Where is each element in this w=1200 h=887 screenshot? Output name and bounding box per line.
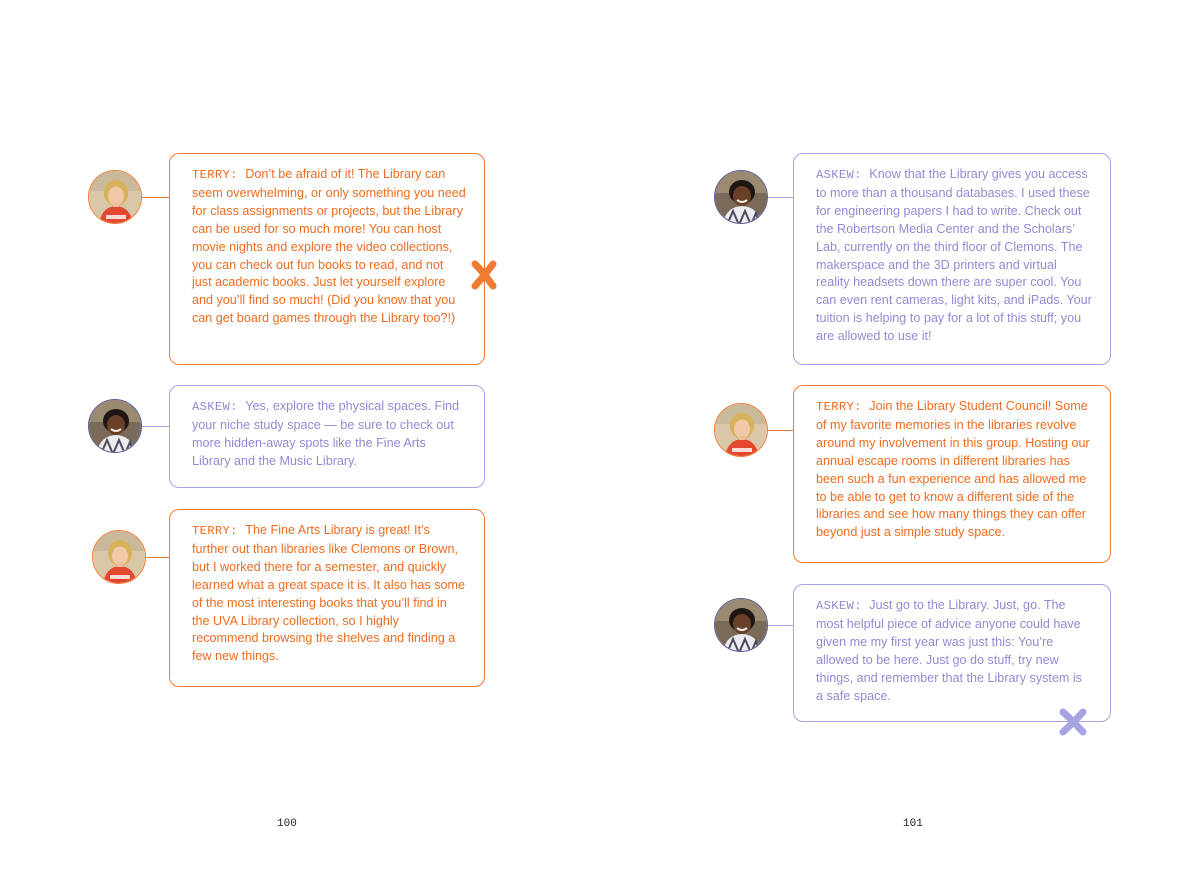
connector-line bbox=[768, 430, 793, 431]
terry-avatar bbox=[714, 403, 768, 457]
quote-box-terry-3 bbox=[793, 385, 1111, 563]
page-number-left: 100 bbox=[277, 818, 297, 830]
quote-text: Yes, explore the physical spaces. Find your niche study space — be sure to check out more hidden-away spots like the Fine Arts Library and the Music Library. bbox=[192, 399, 460, 468]
askew-photo bbox=[715, 599, 768, 652]
speaker-label: ASKEW: bbox=[816, 599, 870, 613]
x-mark-orange-icon bbox=[470, 260, 498, 290]
speaker-label: TERRY: bbox=[192, 168, 246, 182]
askew-avatar bbox=[714, 170, 768, 224]
askew-photo bbox=[89, 400, 142, 453]
quote-text: Don’t be afraid of it! The Library can seem overwhelming, or only something you need for class assignments or projects, but the Library can be used for so much more! You can host movie nights and explore the video collections, you can check out fun books to read, and not just academic books. Just let yourself explore and you’ll find so much! (Did you know that you can get board games through the Library too?!) bbox=[192, 167, 466, 326]
askew-photo bbox=[715, 171, 768, 224]
connector-line bbox=[768, 197, 793, 198]
quote-text: Just go to the Library. Just, go. The most helpful piece of advice anyone could have given me my first year was just this: You’re allowed to be here. Just go do stuff, try new things, and remember that the Library system is a safe space. bbox=[816, 598, 1082, 703]
speaker-label: TERRY: bbox=[816, 400, 870, 414]
terry-avatar bbox=[92, 530, 146, 584]
speaker-label: TERRY: bbox=[192, 524, 246, 538]
connector-line bbox=[768, 625, 793, 626]
askew-avatar bbox=[714, 598, 768, 652]
connector-line bbox=[142, 426, 169, 427]
quote-text: Know that the Library gives you access to more than a thousand databases. I used these for engineering papers I had to write. Check out the Robertson Media Center and the Scholars’ Lab, currently on the third floor of Clemons. The makerspace and the 3D printers and virtual reality headsets down there are super cool. You can even rent cameras, light kits, and iPads. Your tuition is helping to pay for a lot of this stuff; you are allowed to use it! bbox=[816, 167, 1092, 344]
x-mark-purple-icon bbox=[1058, 707, 1088, 737]
terry-photo bbox=[715, 404, 768, 457]
speaker-label: ASKEW: bbox=[192, 400, 246, 414]
quote-text: The Fine Arts Library is great! It’s further out than libraries like Clemons or Brown, but I worked there for a semester, and quickly learned what a great space it is. It also has some of the most interesting books that you’ll find in the UVA Library collection, so I highly recommend browsing the shelves and finding a few new things. bbox=[192, 523, 466, 664]
terry-avatar bbox=[88, 170, 142, 224]
terry-photo bbox=[93, 531, 146, 584]
connector-line bbox=[142, 197, 169, 198]
quote-box-terry-1 bbox=[169, 153, 485, 365]
speaker-label: ASKEW: bbox=[816, 168, 870, 182]
quote-box-askew-1 bbox=[169, 385, 485, 488]
quote-box-terry-2 bbox=[169, 509, 485, 687]
quote-box-askew-3 bbox=[793, 584, 1111, 722]
terry-photo bbox=[89, 171, 142, 224]
askew-avatar bbox=[88, 399, 142, 453]
connector-line bbox=[146, 557, 169, 558]
quote-text: Join the Library Student Council! Some of my favorite memories in the libraries revolve around my involvement in this group. Hosting our annual escape rooms in different libraries has been such a fun experience and has allowed me to be able to get to know a different side of the libraries and see how many things they can offer beyond just a simple study space. bbox=[816, 399, 1090, 540]
page-number-right: 101 bbox=[903, 818, 923, 830]
quote-box-askew-2 bbox=[793, 153, 1111, 365]
